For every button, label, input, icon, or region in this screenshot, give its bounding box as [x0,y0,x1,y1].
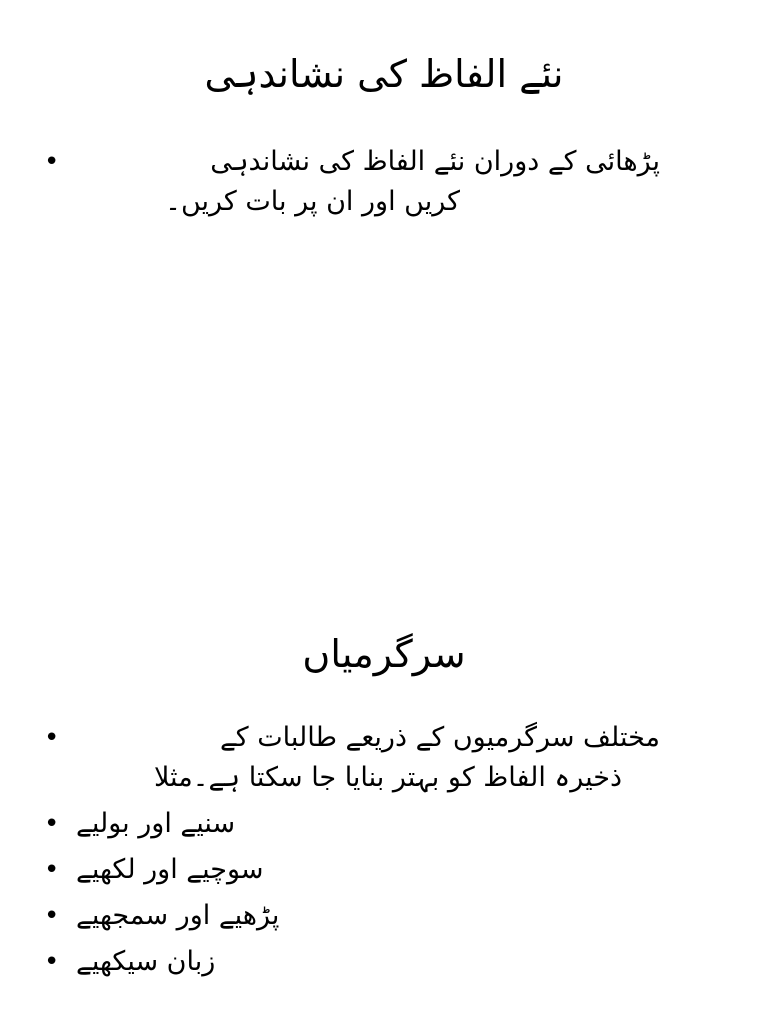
bullet-icon: • [44,147,60,177]
bullet-list [40,142,660,228]
bullet-icon: • [44,809,60,839]
bullet-icon: • [44,947,60,977]
bullet-text: زبان سیکھیے [76,946,216,977]
bullet-icon: • [44,723,60,753]
bullet-item [40,942,660,982]
bullet-icon: • [44,901,60,931]
bullet-list [40,718,660,988]
bullet-text: پڑھیے اور سمجھیے [76,900,280,931]
bullet-text: سنیے اور بولیے [76,808,236,839]
bullet-line: مختلف سرگرمیوں کے ذریعے طالبات کے [219,722,660,753]
bullet-text [76,142,660,222]
bullet-item [40,850,660,890]
slide-activities [0,512,768,1024]
bullet-item [40,896,660,936]
bullet-item [40,804,660,844]
bullet-item [40,142,660,222]
bullet-line: پڑھائی کے دوران نئے الفاظ کی نشاندہی [210,146,660,177]
slide-title: سرگرمیاں [302,632,466,676]
bullet-item [40,718,660,798]
bullet-line: کریں اور ان پر بات کریں۔ [165,186,460,217]
slide-title: نئے الفاظ کی نشاندہی [204,52,564,96]
bullet-text: سوچیے اور لکھیے [76,854,264,885]
bullet-icon: • [44,855,60,885]
bullet-text [76,718,660,798]
bullet-line: ذخیرہ الفاظ کو بہتر بنایا جا سکتا ہے۔مثلا [153,762,622,793]
